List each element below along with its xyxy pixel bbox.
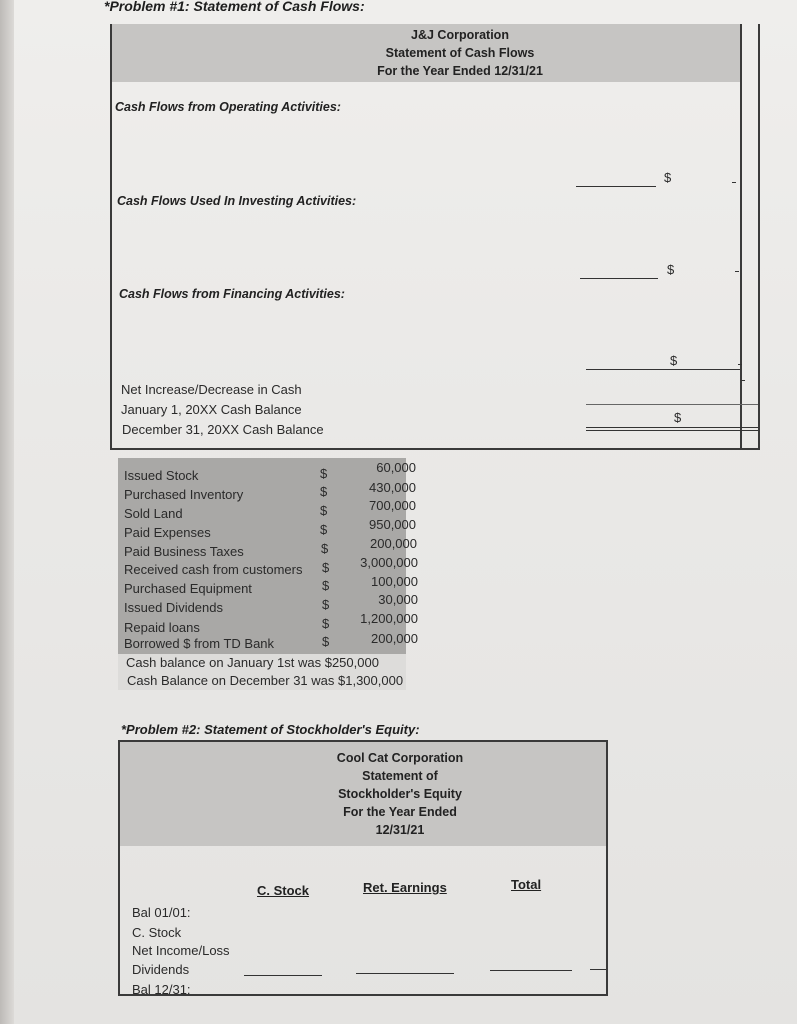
financing-dash [738,364,742,365]
ending-balance-double-line-2 [586,430,758,431]
financing-dollar-sign: $ [670,353,678,368]
transaction-amount: 950,000 [369,517,416,532]
transaction-amount: 200,000 [370,536,417,551]
transaction-dollar: $ [320,466,328,481]
equity-title-line-3: Stockholder's Equity [338,787,462,801]
transaction-dollar: $ [322,560,330,575]
transaction-amount: 100,000 [371,574,418,589]
ending-balance-dollar-sign: $ [674,410,682,425]
problem1-heading: *Problem #1: Statement of Cash Flows: [104,0,365,14]
common-stock-total-line [244,975,322,976]
investing-activities-label: Cash Flows Used In Investing Activities: [117,194,357,208]
row-label-ending-balance: Bal 12/31: [132,982,191,997]
transaction-dollar: $ [322,634,330,649]
statement-column-divider [740,24,742,448]
investing-dollar-sign: $ [667,262,675,277]
ending-balance-double-line-1 [586,427,758,428]
column-header-common-stock: C. Stock [257,883,310,898]
operating-total-line [576,186,656,187]
operating-dollar-sign: $ [664,170,672,185]
column-header-total: Total [511,877,542,892]
net-change-dash [741,380,745,381]
operating-dash [732,182,736,183]
transaction-amount: 60,000 [376,460,416,475]
company-name: J&J Corporation [411,28,509,42]
transaction-label: Repaid loans [124,620,200,635]
transaction-label: Received cash from customers [124,562,303,577]
transaction-label: Sold Land [124,506,183,521]
statement-period: For the Year Ended 12/31/21 [377,64,543,78]
transaction-amount: 30,000 [378,592,418,607]
transaction-dollar: $ [322,597,330,612]
transaction-amount: 700,000 [369,498,416,513]
transaction-label: Purchased Inventory [124,487,244,502]
right-edge-line [590,969,606,970]
transaction-amount: 430,000 [369,480,416,495]
ending-cash-note: Cash Balance on December 31 was $1,300,000 [127,673,404,688]
transaction-dollar: $ [320,522,328,537]
transaction-label: Issued Stock [124,468,199,483]
transaction-dollar: $ [322,616,330,631]
row-label-dividends: Dividends [132,962,190,977]
row-label-common-stock: C. Stock [132,925,182,940]
investing-dash [735,271,739,272]
investing-total-line [580,278,658,279]
transaction-amount: 200,000 [371,631,418,646]
balance-line-top [586,404,758,405]
operating-activities-label: Cash Flows from Operating Activities: [115,100,341,114]
equity-company-name: Cool Cat Corporation [336,751,464,765]
transaction-label: Purchased Equipment [124,581,252,596]
row-label-net-income: Net Income/Loss [132,943,230,958]
financing-activities-label: Cash Flows from Financing Activities: [119,287,345,301]
page-edge-shadow [0,0,14,1024]
equity-title-line-5: 12/31/21 [375,823,425,837]
equity-title-line-4: For the Year Ended [343,805,457,819]
transaction-label: Borrowed $ from TD Bank [124,636,275,651]
transaction-amount: 3,000,000 [360,555,418,570]
transaction-label: Paid Expenses [124,525,211,540]
transaction-label: Paid Business Taxes [124,544,244,559]
transaction-dollar: $ [322,578,330,593]
transaction-dollar: $ [320,503,328,518]
column-header-retained-earnings: Ret. Earnings [363,880,447,895]
equity-title-line-2: Statement of [362,769,438,783]
transaction-amount: 1,200,000 [360,611,418,626]
transaction-dollar: $ [321,541,329,556]
beginning-balance-label: January 1, 20XX Cash Balance [121,402,302,417]
transaction-label: Issued Dividends [124,600,223,615]
retained-earnings-total-line [356,973,454,974]
beginning-cash-note: Cash balance on January 1st was $250,000 [126,655,379,670]
financing-total-line [586,369,740,370]
statement-title: Statement of Cash Flows [385,46,535,60]
ending-balance-label: December 31, 20XX Cash Balance [122,422,324,437]
net-change-label: Net Increase/Decrease in Cash [121,382,302,397]
problem2-heading: *Problem #2: Statement of Stockholder's Equity: [121,722,420,737]
transaction-dollar: $ [320,484,328,499]
row-label-beginning-balance: Bal 01/01: [132,905,191,920]
total-column-line [490,970,572,971]
